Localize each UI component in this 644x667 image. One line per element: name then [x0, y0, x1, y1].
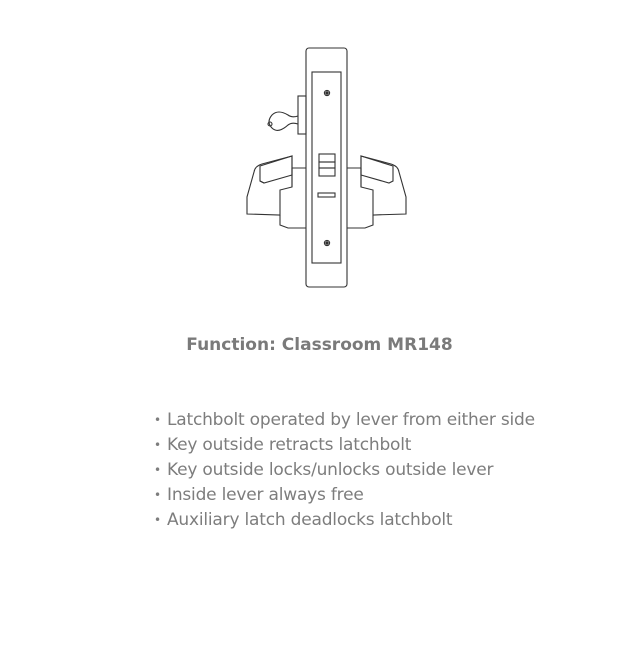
key-icon: [269, 112, 298, 130]
bullet-icon: •: [154, 488, 161, 502]
feature-item: • Inside lever always free: [154, 483, 535, 508]
bullet-icon: •: [154, 413, 161, 427]
feature-item: • Key outside locks/unlocks outside lever: [154, 458, 535, 483]
feature-list: [154, 408, 535, 533]
function-title: Function: Classroom MR148: [186, 335, 453, 355]
feature-item: • Latchbolt operated by lever from either side: [154, 408, 535, 433]
feature-item: • Key outside retracts latchbolt: [154, 433, 535, 458]
mortise-lock-diagram: [230, 40, 430, 300]
right-lever: [361, 156, 406, 215]
bullet-icon: •: [154, 463, 161, 477]
bullet-icon: •: [154, 513, 161, 527]
cylinder: [298, 96, 306, 134]
bullet-icon: •: [154, 438, 161, 452]
left-lever: [247, 156, 292, 215]
feature-item: • Auxiliary latch deadlocks latchbolt: [154, 508, 535, 533]
